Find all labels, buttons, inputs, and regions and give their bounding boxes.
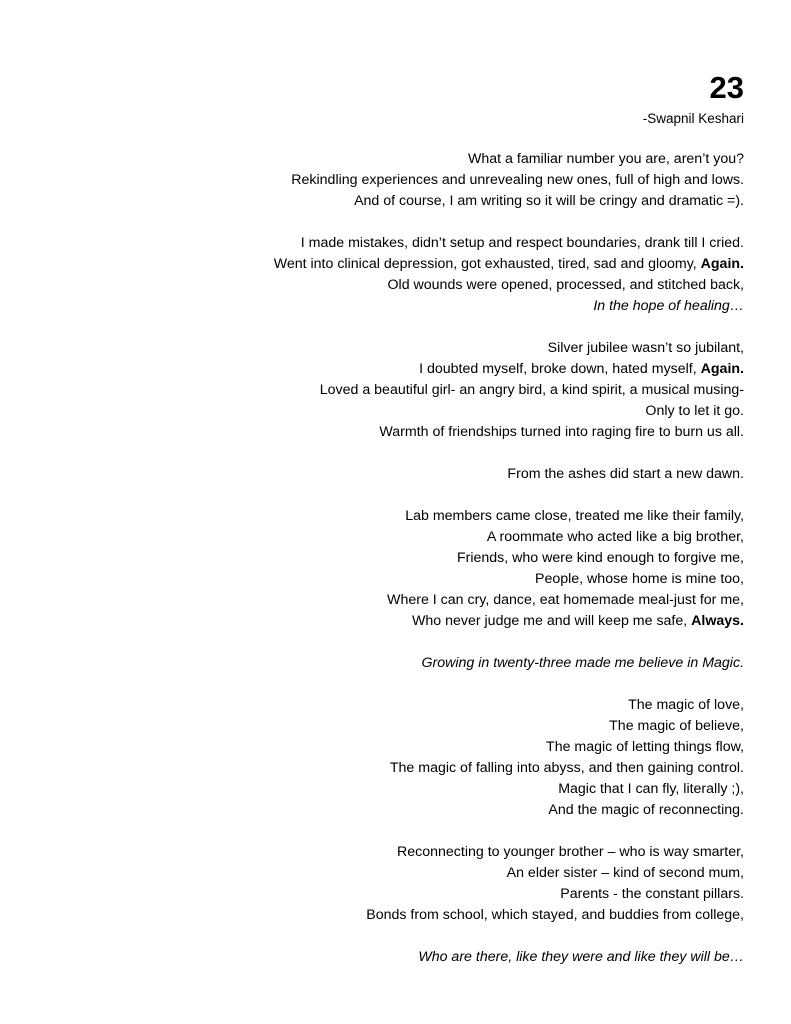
poem-line — [24, 254, 744, 275]
emphasis-again: Again. — [700, 361, 744, 377]
poem-line: Who are there, like they were and like they will be… — [418, 949, 744, 965]
poem-line: Old wounds were opened, processed, and stitched back, — [387, 277, 744, 293]
poem-line: People, whose home is mine too, — [535, 571, 744, 587]
stanza-7 — [24, 695, 744, 821]
poem-line: An elder sister – kind of second mum, — [506, 865, 744, 881]
poem-line: Lab members came close, treated me like their family, — [405, 508, 744, 524]
page-title: 23 — [709, 70, 744, 105]
poem-line: The magic of love, — [628, 697, 744, 713]
poem-line: Where I can cry, dance, eat homemade meal-just for me, — [387, 592, 744, 608]
poem-line-text: Who never judge me and will keep me safe, — [411, 613, 692, 629]
poem-line-text: Went into clinical depression, got exhausted, tired, sad and gloomy, — [273, 256, 701, 272]
poem-line: Warmth of friendships turned into raging fire to burn us all. — [379, 424, 744, 440]
stanza-4 — [24, 464, 744, 485]
poem-line: In the hope of healing… — [593, 298, 744, 314]
poem-line: I made mistakes, didn’t setup and respect boundaries, drank till I cried. — [300, 235, 744, 251]
stanza-6 — [24, 653, 744, 674]
poem-line: Parents - the constant pillars. — [560, 886, 744, 902]
stanza-2 — [24, 233, 744, 317]
stanza-8 — [24, 842, 744, 926]
poem-line: From the ashes did start a new dawn. — [507, 466, 744, 482]
poem-line: The magic of believe, — [609, 718, 744, 734]
poem-line: And of course, I am writing so it will be cringy and dramatic =). — [354, 193, 744, 209]
poem-line: Growing in twenty-three made me believe in Magic. — [421, 655, 744, 671]
poem-line: Friends, who were kind enough to forgive me, — [456, 550, 744, 566]
poem-line: Silver jubilee wasn’t so jubilant, — [547, 340, 744, 356]
stanza-1 — [24, 149, 744, 212]
poem-line — [24, 359, 744, 380]
poem-line: Only to let it go. — [645, 403, 744, 419]
poem-line-text: I doubted myself, broke down, hated myself, — [419, 361, 701, 377]
poem-line: And the magic of reconnecting. — [548, 802, 744, 818]
poem-line: Rekindling experiences and unrevealing new ones, full of high and lows. — [291, 172, 744, 188]
emphasis-again: Again. — [700, 256, 744, 272]
emphasis-always: Always. — [691, 613, 744, 629]
poem-line: Bonds from school, which stayed, and buddies from college, — [366, 907, 744, 923]
poem-line: Magic that I can fly, literally ;), — [558, 781, 744, 797]
poem-line — [24, 611, 744, 632]
poem-line: Reconnecting to younger brother – who is way smarter, — [397, 844, 744, 860]
poem-line: The magic of falling into abyss, and then gaining control. — [389, 760, 744, 776]
poem-line: The magic of letting things flow, — [546, 739, 744, 755]
stanza-3 — [24, 338, 744, 443]
stanza-9 — [24, 947, 744, 968]
poem-body — [24, 149, 744, 989]
poem-line: Loved a beautiful girl- an angry bird, a kind spirit, a musical musing- — [319, 382, 744, 398]
stanza-5 — [24, 506, 744, 632]
author-byline: -Swapnil Keshari — [642, 111, 744, 126]
poem-line: What a familiar number you are, aren’t you? — [468, 151, 744, 167]
poem-line: A roommate who acted like a big brother, — [486, 529, 744, 545]
